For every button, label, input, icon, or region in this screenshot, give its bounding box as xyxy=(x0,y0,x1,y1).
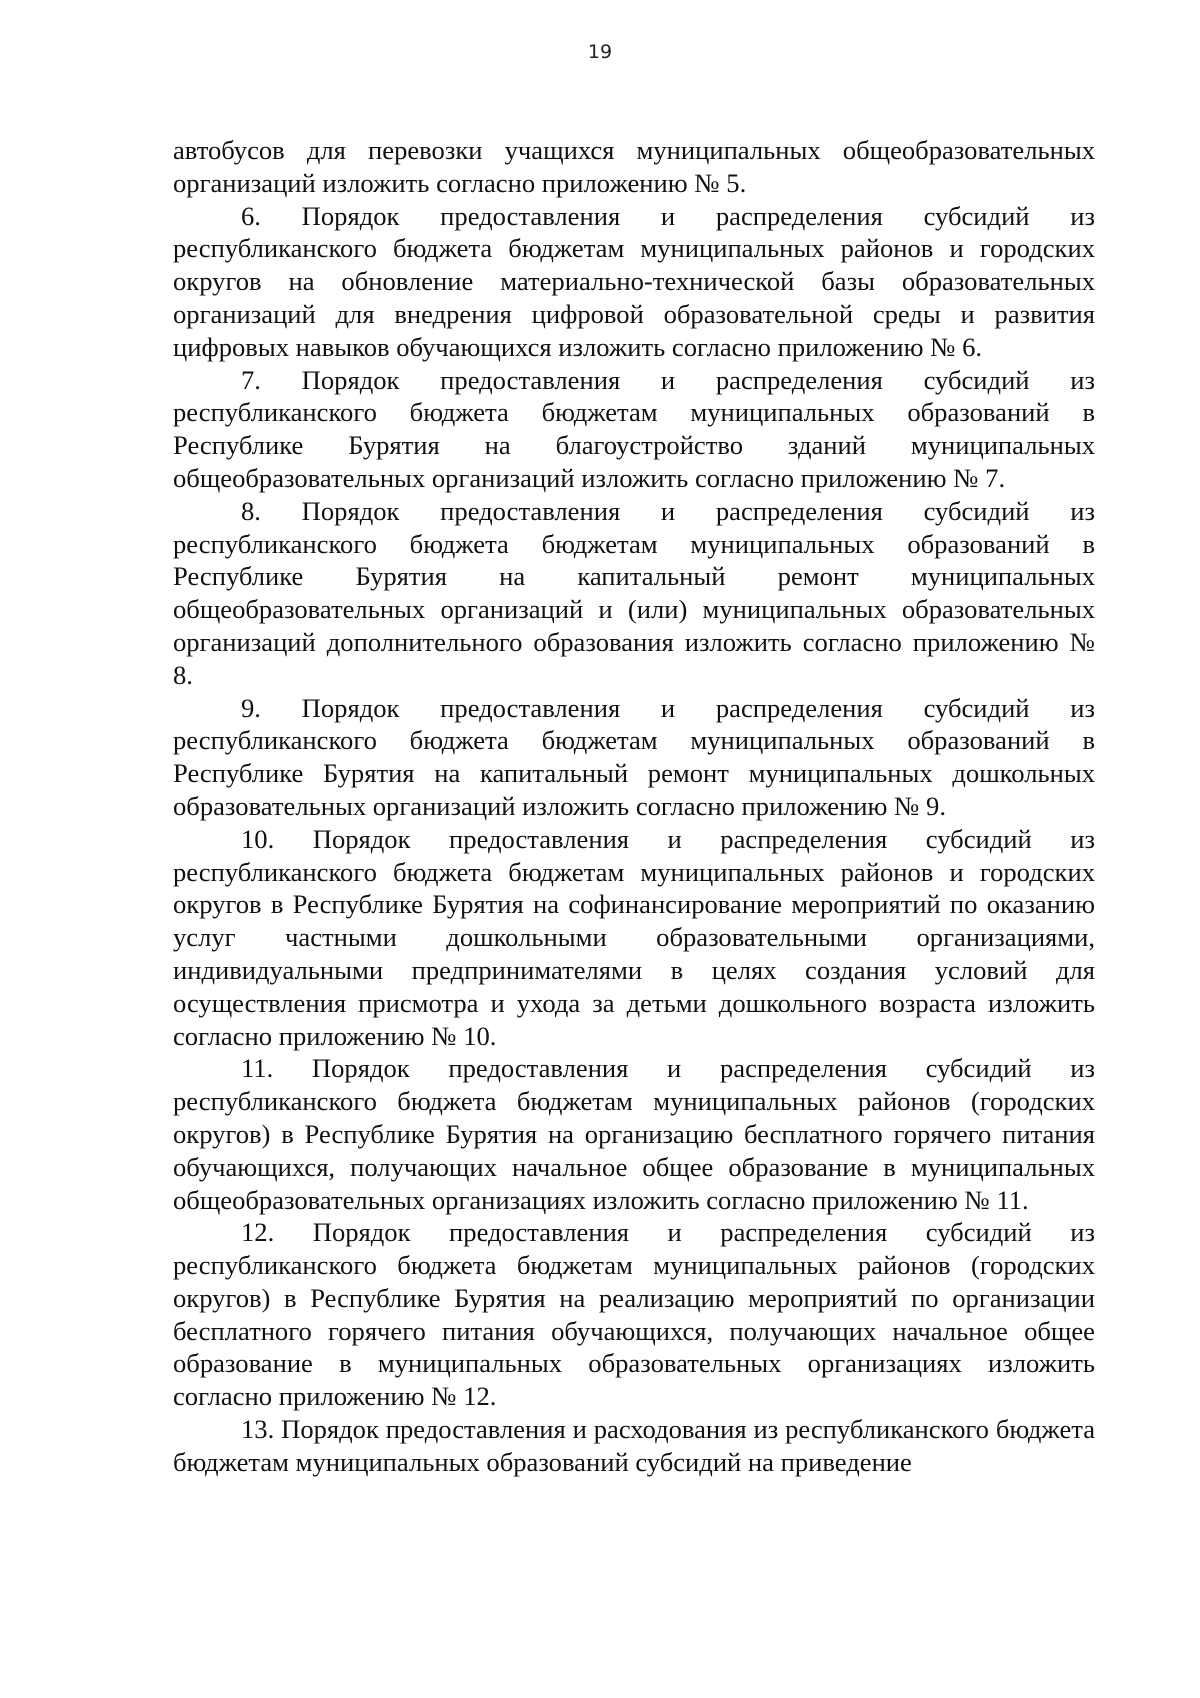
paragraph-item-7: 7. Порядок предоставления и распределения субсидий из республиканского бюджета бюджетам муниципальных образований в Республике Бурятия на благоустройство зданий муниципальных общеобразовательных организаций изложить согласно приложению № 7. xyxy=(173,364,1095,493)
paragraph-item-13: 13. Порядок предоставления и расходования из республиканского бюджета бюджетам муниципальных образований субсидий на приведение xyxy=(173,1414,1095,1477)
paragraph-item-12: 12. Порядок предоставления и распределения субсидий из республиканского бюджета бюджетам муниципальных районов (городских округов) в Республике Бурятия на реализацию мероприятий по организации бесплатного горячего питания обучающихся, получающих начальное общее образование в муниципальных образовательных организациях изложить согласно приложению № 12. xyxy=(173,1217,1095,1412)
paragraph-continuation: автобусов для перевозки учащихся муниципальных общеобразовательных организаций изложить согласно приложению № 5. xyxy=(173,135,1095,198)
paragraph-item-8: 8. Порядок предоставления и распределения субсидий из республиканского бюджета бюджетам муниципальных образований в Республике Бурятия на капитальный ремонт муниципальных общеобразовательных организаций и (или) муниципальных образовательных организаций дополнительного образования изложить согласно приложению № 8. xyxy=(173,495,1095,690)
paragraph-item-11: 11. Порядок предоставления и распределения субсидий из республиканского бюджета бюджетам муниципальных районов (городских округов) в Республике Бурятия на организацию бесплатного горячего питания обучающихся, получающих начальное общее образование в муниципальных общеобразовательных организациях изложить согласно приложению № 11. xyxy=(173,1053,1095,1215)
paragraph-item-9: 9. Порядок предоставления и распределения субсидий из республиканского бюджета бюджетам муниципальных образований в Республике Бурятия на капитальный ремонт муниципальных дошкольных образовательных организаций изложить согласно приложению № 9. xyxy=(173,692,1095,821)
document-body xyxy=(173,134,1095,1479)
page-number: 19 xyxy=(587,41,613,63)
paragraph-item-10: 10. Порядок предоставления и распределения субсидий из республиканского бюджета бюджетам муниципальных районов и городских округов в Республике Бурятия на софинансирование мероприятий по оказанию услуг частными дошкольными образовательными организациями, индивидуальными предпринимателями в целях создания условий для осуществления присмотра и ухода за детьми дошкольного возраста изложить согласно приложению № 10. xyxy=(173,823,1095,1051)
paragraph-item-6: 6. Порядок предоставления и распределения субсидий из республиканского бюджета бюджетам муниципальных районов и городских округов на обновление материально-технической базы образовательных организаций для внедрения цифровой образовательной среды и развития цифровых навыков обучающихся изложить согласно приложению № 6. xyxy=(173,200,1095,362)
